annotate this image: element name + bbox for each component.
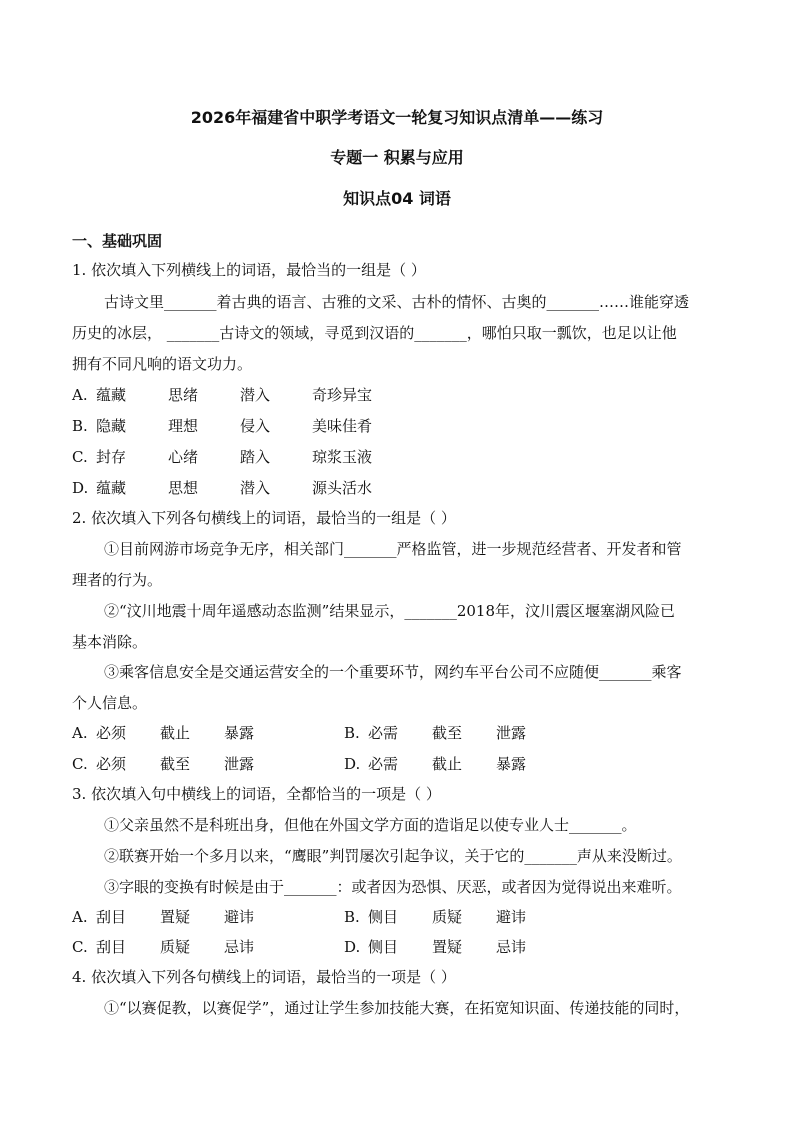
document-title: 2026年福建省中职学考语文一轮复习知识点清单——练习 (190, 108, 604, 127)
question-1-passage-line: 拥有不同凡响的语文功力。 (72, 355, 253, 373)
option-word: 质疑 (432, 908, 463, 926)
question-1-passage-line: 古诗文里_______着古典的语言、古雅的文采、古朴的情怀、古奥的_______……谁能穿透 (104, 293, 690, 311)
option-word: 质疑 (160, 938, 191, 956)
option-word: 刮目 (96, 908, 127, 926)
option-word: 思想 (168, 479, 199, 497)
question-3-sentence: ①父亲虽然不是科班出身，但他在外国文学方面的造诣足以使专业人士_______。 (104, 816, 637, 834)
question-3-sentence: ②联赛开始一个多月以来，“鹰眼”判罚屡次引起争议，关于它的_______声从来没断过。 (104, 847, 682, 865)
question-3-sentence: ③字眼的变换有时候是由于_______：或者因为恐惧、厌恶，或者因为觉得说出来难听。 (104, 878, 682, 896)
option-word: 侧目 (368, 908, 399, 926)
option-word: 心绪 (168, 448, 199, 466)
option-word: 潜入 (240, 386, 271, 404)
option-word: 截至 (432, 724, 463, 742)
question-2-sentence-line: 基本消除。 (72, 633, 148, 651)
question-2-sentence-line: 理者的行为。 (72, 571, 163, 589)
option-word: 截至 (160, 755, 191, 773)
option-word: 必需 (368, 755, 399, 773)
option-word: 封存 (96, 448, 127, 466)
option-word: 暴露 (224, 724, 255, 742)
document-subtitle: 专题一 积累与应用 (330, 148, 464, 167)
option-word: 奇珍异宝 (312, 386, 373, 404)
option-word: 刮目 (96, 938, 127, 956)
option-word: 必须 (96, 755, 127, 773)
question-4-sentence-line: ①“以赛促教，以赛促学”，通过让学生参加技能大赛，在拓宽知识面、传递技能的同时， (104, 999, 690, 1017)
option-word: 避讳 (496, 908, 527, 926)
option-label: C. (72, 938, 88, 956)
question-2-stem: 2. 依次填入下列各句横线上的词语，最恰当的一组是（ ） (72, 509, 456, 527)
option-word: 蕴藏 (96, 386, 127, 404)
option-word: 蕴藏 (96, 479, 127, 497)
option-word: 暴露 (496, 755, 527, 773)
option-word: 忌讳 (224, 938, 255, 956)
question-2-sentence-line: ②“汶川地震十周年遥感动态监测”结果显示，_______2018年，汶川震区堰塞湖风险已 (104, 602, 676, 620)
option-word: 理想 (168, 417, 199, 435)
question-2-sentence-line: 个人信息。 (72, 694, 148, 712)
option-label: C. (72, 448, 88, 466)
question-1-stem: 1. 依次填入下列横线上的词语，最恰当的一组是（ ） (72, 261, 426, 279)
question-4-stem: 4. 依次填入下列各句横线上的词语，最恰当的一项是（ ） (72, 968, 456, 986)
option-word: 置疑 (432, 938, 463, 956)
option-word: 泄露 (224, 755, 255, 773)
option-label: A. (72, 386, 88, 404)
option-word: 必须 (96, 724, 127, 742)
option-word: 侵入 (240, 417, 271, 435)
option-label: C. (72, 755, 88, 773)
option-label: D. (72, 479, 89, 497)
option-label: D. (344, 938, 361, 956)
option-word: 踏入 (240, 448, 271, 466)
option-label: B. (344, 724, 360, 742)
option-word: 泄露 (496, 724, 527, 742)
option-label: B. (344, 908, 360, 926)
question-1-passage-line: 历史的冰层， _______古诗文的领域，寻觅到汉语的_______，哪怕只取一瓢饮，也足以让他 (72, 324, 677, 342)
question-3-stem: 3. 依次填入句中横线上的词语，全都恰当的一项是（ ） (72, 785, 441, 803)
option-word: 隐藏 (96, 417, 127, 435)
option-word: 琼浆玉液 (312, 448, 373, 466)
question-2-sentence-line: ①目前网游市场竞争无序，相关部门_______严格监管，进一步规范经营者、开发者和管 (104, 540, 682, 558)
option-word: 潜入 (240, 479, 271, 497)
option-word: 美味佳肴 (312, 417, 373, 435)
option-word: 截止 (432, 755, 463, 773)
option-word: 侧目 (368, 938, 399, 956)
option-label: A. (72, 908, 88, 926)
question-2-sentence-line: ③乘客信息安全是交通运营安全的一个重要环节，网约车平台公司不应随便_______乘客 (104, 663, 682, 681)
document-topic: 知识点04 词语 (343, 189, 451, 208)
option-label: B. (72, 417, 88, 435)
option-word: 思绪 (168, 386, 199, 404)
option-label: D. (344, 755, 361, 773)
section-heading: 一、基础巩固 (72, 232, 163, 250)
option-word: 忌讳 (496, 938, 527, 956)
option-label: A. (72, 724, 88, 742)
option-word: 截止 (160, 724, 191, 742)
option-word: 源头活水 (312, 479, 373, 497)
option-word: 避讳 (224, 908, 255, 926)
option-word: 置疑 (160, 908, 191, 926)
option-word: 必需 (368, 724, 399, 742)
